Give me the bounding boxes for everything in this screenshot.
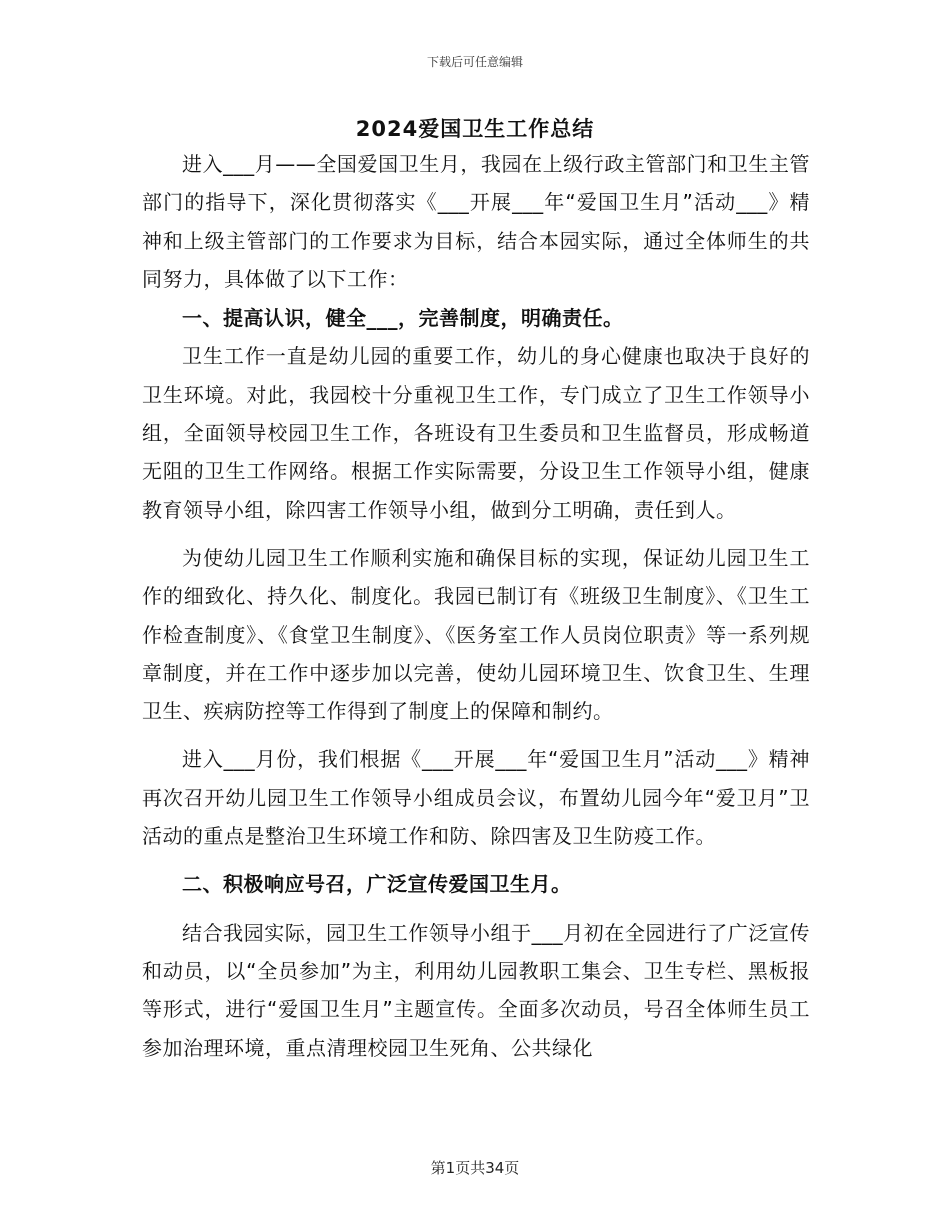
paragraph-regulations: 为使幼儿园卫生工作顺利实施和确保目标的实现，保证幼儿园卫生工作的细致化、持久化、制度化。我园已制订有《班级卫生制度》、《卫生工作检查制度》、《食堂卫生制度》、《医务室工作人员岗位职责》等一系列规章制度，并在工作中逐步加以完善，使幼儿园环境卫生、饮食卫生、生理卫生、疾病防控等工作得到了制度上的保障和制约。 bbox=[142, 545, 810, 724]
document-body bbox=[142, 145, 810, 1067]
section-heading-2: 二、积极响应号召，广泛宣传爱国卫生月。 bbox=[182, 872, 572, 897]
paragraph-health-work: 卫生工作一直是幼儿园的重要工作，幼儿的身心健康也取决于良好的卫生环境。对此，我园校十分重视卫生工作，专门成立了卫生工作领导小组，全面领导校园卫生工作，各班设有卫生委员和卫生监督员，形成畅道无阻的卫生工作网络。根据工作实际需要，分设卫生工作领导小组，健康教育领导小组，除四害工作领导小组，做到分工明确，责任到人。 bbox=[142, 344, 810, 522]
page-header-note: 下载后可任意编辑 bbox=[426, 55, 523, 69]
section-heading-1: 一、提高认识，健全___，完善制度，明确责任。 bbox=[182, 306, 624, 331]
paragraph-meeting: 进入___月份，我们根据《___开展___年“爱国卫生月”活动___》精神再次召开幼儿园卫生工作领导小组成员会议，布置幼儿园今年“爱卫月”卫活动的重点是整治卫生环境工作和防、除四害及卫生防疫工作。 bbox=[142, 747, 810, 849]
paragraph-publicity: 结合我园实际，园卫生工作领导小组于___月初在全园进行了广泛宣传和动员，以“全员参加”为主，利用幼儿园教职工集会、卫生专栏、黑板报等形式，进行“爱国卫生月”主题宣传。全面多次动员，号召全体师生员工参加治理环境，重点清理校园卫生死角、公共绿化 bbox=[142, 920, 810, 1060]
page-number: 第1页共34页 bbox=[430, 1159, 520, 1177]
document-title: 2024爱国卫生工作总结 bbox=[355, 117, 595, 141]
paragraph-intro: 进入___月——全国爱国卫生月，我园在上级行政主管部门和卫生主管部门的指导下，深化贯彻落实《___开展___年“爱国卫生月”活动___》精神和上级主管部门的工作要求为目标，结合本园实际，通过全体师生的共同努力，具体做了以下工作： bbox=[142, 152, 810, 291]
